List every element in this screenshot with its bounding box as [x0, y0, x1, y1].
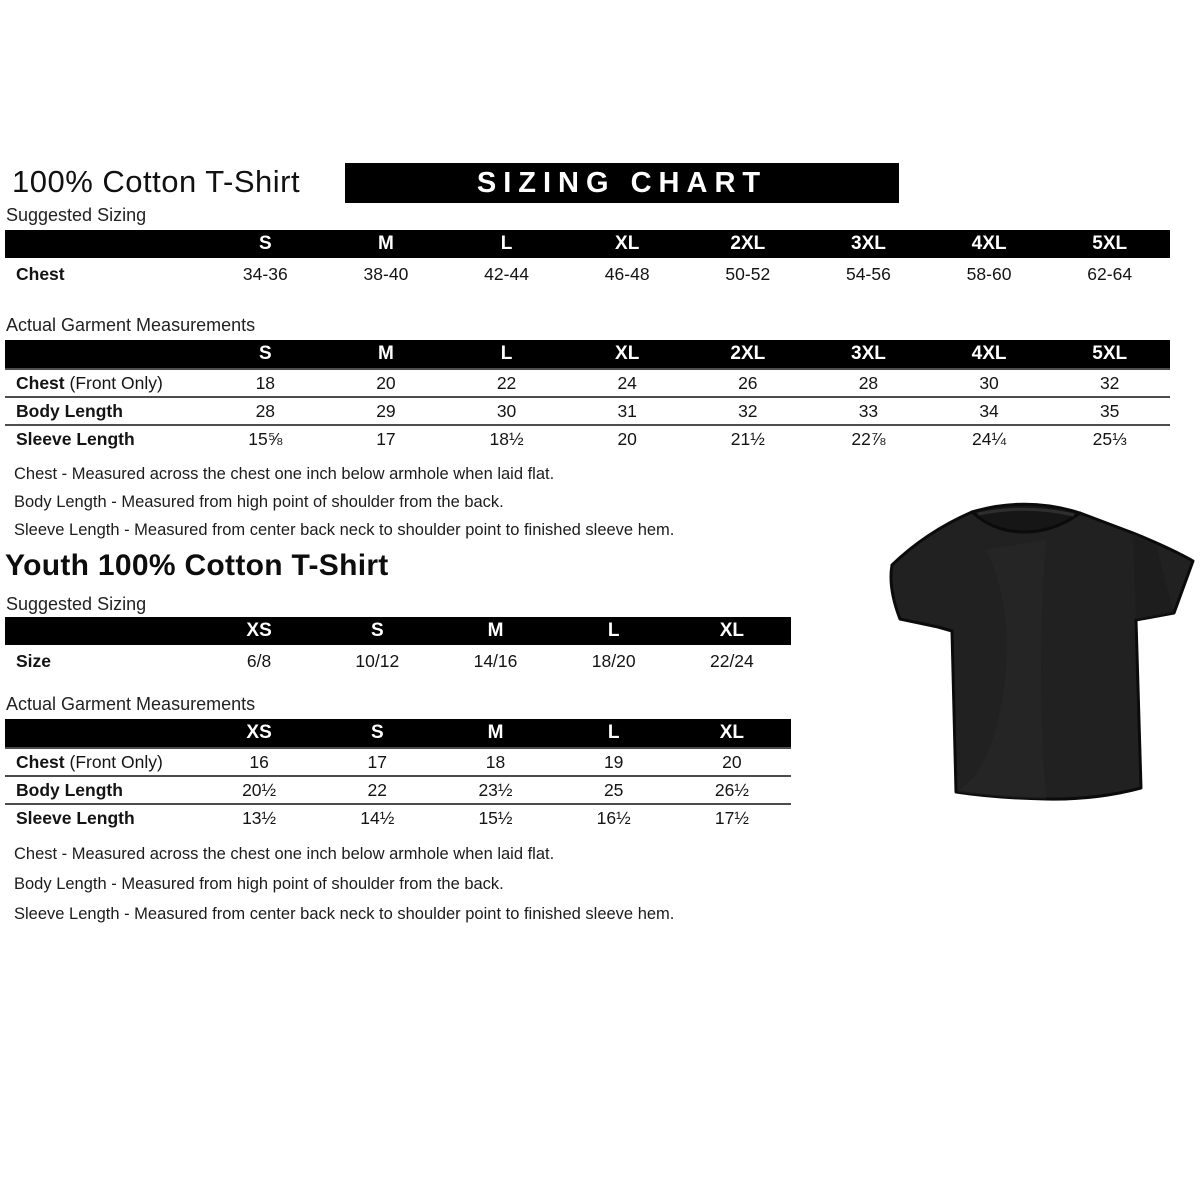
- measurement-cell: 22: [367, 779, 388, 800]
- measurement-cell: 33: [858, 400, 879, 421]
- adult-actual-measurements-label: Actual Garment Measurements: [6, 315, 256, 335]
- size-column-header-2xl: 2XL: [730, 233, 766, 254]
- black-tshirt-icon: [886, 470, 1198, 806]
- measurement-cell: 22⅞: [851, 428, 886, 449]
- row-label: Chest (Front Only): [16, 751, 163, 772]
- note-sleeve-length: Sleeve Length - Measured from center back neck to shoulder point to finished sleeve hem.: [14, 521, 675, 539]
- size-column-header-s: S: [370, 620, 384, 641]
- measurement-cell: 34: [979, 400, 999, 421]
- size-column-header-2xl: 2XL: [730, 343, 766, 364]
- measurement-cell: 18/20: [591, 650, 636, 671]
- size-column-header-3xl: 3XL: [851, 233, 886, 254]
- measurement-cell: 34-36: [242, 263, 288, 284]
- measurement-cell: 19: [603, 751, 624, 772]
- measurement-cell: 62-64: [1087, 263, 1133, 284]
- measurement-cell: 20: [722, 751, 742, 772]
- measurement-cell: 26½: [714, 779, 749, 800]
- table-row: [5, 645, 791, 677]
- adult-measurement-notes: [14, 460, 674, 544]
- size-column-header-xl: XL: [719, 722, 745, 743]
- measurement-cell: 20: [617, 428, 637, 449]
- size-column-header-xl: XL: [615, 343, 640, 364]
- youth-section-title: Youth 100% Cotton T-Shirt: [5, 549, 389, 582]
- measurement-cell: 32: [1099, 372, 1120, 393]
- measurement-cell: 20½: [242, 779, 277, 800]
- size-column-header-5xl: 5XL: [1092, 233, 1128, 254]
- size-column-header-l: L: [500, 343, 513, 364]
- sizing-chart-banner-text: SIZING CHART: [476, 166, 768, 199]
- size-column-header-xs: XS: [246, 620, 272, 641]
- youth-measurement-notes: [14, 839, 674, 929]
- youth-suggested-sizing-label: Suggested Sizing: [6, 594, 147, 614]
- row-label: Sleeve Length: [16, 807, 135, 828]
- table-row: [5, 747, 791, 775]
- table-row: [5, 368, 1170, 396]
- measurement-cell: 24¼: [972, 428, 1007, 449]
- size-column-header-4xl: 4XL: [971, 233, 1007, 254]
- measurement-cell: 26: [738, 372, 758, 393]
- note-body-length: Body Length - Measured from high point of shoulder from the back.: [14, 493, 504, 511]
- measurement-cell: 54-56: [846, 263, 891, 284]
- measurement-cell: 30: [979, 372, 999, 393]
- size-column-header-4xl: 4XL: [971, 343, 1007, 364]
- row-label: Sleeve Length: [16, 428, 135, 449]
- size-column-header-m: M: [378, 343, 394, 364]
- size-column-header-s: S: [370, 722, 384, 743]
- size-column-header-l: L: [500, 233, 513, 254]
- size-column-header-xl: XL: [615, 233, 640, 254]
- measurement-cell: 21½: [730, 428, 765, 449]
- table-header-row: [5, 719, 791, 747]
- note-chest: Chest - Measured across the chest one inch below armhole when laid flat.: [14, 845, 555, 863]
- measurement-cell: 22/24: [709, 650, 754, 671]
- measurement-cell: 42-44: [484, 263, 529, 284]
- measurement-cell: 13½: [242, 807, 277, 828]
- size-column-header-3xl: 3XL: [851, 343, 886, 364]
- note-chest: Chest - Measured across the chest one inch below armhole when laid flat.: [14, 465, 555, 483]
- measurement-cell: 14/16: [473, 650, 518, 671]
- size-column-header-l: L: [607, 722, 620, 743]
- tshirt-product-image: [886, 470, 1198, 806]
- size-column-header-m: M: [487, 620, 504, 641]
- measurement-cell: 17: [376, 428, 396, 449]
- measurement-cell: 25⅓: [1092, 428, 1127, 449]
- measurement-cell: 28: [858, 372, 879, 393]
- measurement-cell: 23½: [478, 779, 513, 800]
- size-column-header-s: S: [258, 233, 272, 254]
- table-row: [5, 396, 1170, 424]
- measurement-cell: 31: [617, 400, 637, 421]
- table-row: [5, 424, 1170, 452]
- row-label: Chest (Front Only): [16, 372, 163, 393]
- measurement-cell: 25: [603, 779, 624, 800]
- measurement-cell: 46-48: [604, 263, 650, 284]
- measurement-cell: 18½: [489, 428, 524, 449]
- size-column-header-m: M: [487, 722, 504, 743]
- measurement-cell: 10/12: [355, 650, 400, 671]
- measurement-cell: 15⅝: [248, 428, 283, 449]
- youth-actual-measurements-label: Actual Garment Measurements: [6, 694, 256, 714]
- measurement-cell: 29: [376, 400, 396, 421]
- table-row: [5, 258, 1170, 290]
- measurement-cell: 17½: [714, 807, 749, 828]
- measurement-cell: 58-60: [966, 263, 1012, 284]
- table-header-row: [5, 617, 791, 645]
- measurement-cell: 16½: [596, 807, 631, 828]
- measurement-cell: 24: [617, 372, 637, 393]
- table-row: [5, 775, 791, 803]
- adult-suggested-sizing-table: [5, 230, 1170, 290]
- measurement-cell: 38-40: [363, 263, 409, 284]
- size-column-header-5xl: 5XL: [1092, 343, 1128, 364]
- page-title: 100% Cotton T-Shirt: [12, 164, 301, 199]
- adult-suggested-sizing-label: Suggested Sizing: [6, 205, 147, 225]
- measurement-cell: 28: [255, 400, 276, 421]
- measurement-cell: 30: [496, 400, 517, 421]
- measurement-cell: 35: [1099, 400, 1120, 421]
- measurement-cell: 18: [485, 751, 506, 772]
- note-body-length: Body Length - Measured from high point of shoulder from the back.: [14, 875, 504, 893]
- note-sleeve-length: Sleeve Length - Measured from center back neck to shoulder point to finished sleeve hem.: [14, 905, 675, 923]
- size-column-header-xl: XL: [719, 620, 745, 641]
- measurement-cell: 50-52: [725, 263, 771, 284]
- measurement-cell: 20: [376, 372, 396, 393]
- size-column-header-l: L: [607, 620, 620, 641]
- measurement-cell: 32: [738, 400, 758, 421]
- table-header-row: [5, 230, 1170, 258]
- table-header-row: [5, 340, 1170, 368]
- row-label: Chest: [16, 263, 65, 284]
- youth-actual-measurements-table: [5, 719, 791, 831]
- measurement-cell: 18: [255, 372, 276, 393]
- size-column-header-xs: XS: [246, 722, 272, 743]
- size-column-header-s: S: [258, 343, 272, 364]
- adult-actual-measurements-table: [5, 340, 1170, 452]
- measurement-cell: 17: [367, 751, 388, 772]
- row-label: Size: [16, 650, 52, 671]
- size-column-header-m: M: [378, 233, 394, 254]
- measurement-cell: 16: [249, 751, 269, 772]
- youth-suggested-sizing-table: [5, 617, 791, 677]
- table-row: [5, 803, 791, 831]
- measurement-cell: 15½: [478, 807, 513, 828]
- measurement-cell: 22: [496, 372, 517, 393]
- sizing-chart-banner: [345, 163, 899, 203]
- measurement-cell: 6/8: [246, 650, 272, 671]
- row-label: Body Length: [16, 779, 123, 800]
- row-label: Body Length: [16, 400, 123, 421]
- measurement-cell: 14½: [360, 807, 395, 828]
